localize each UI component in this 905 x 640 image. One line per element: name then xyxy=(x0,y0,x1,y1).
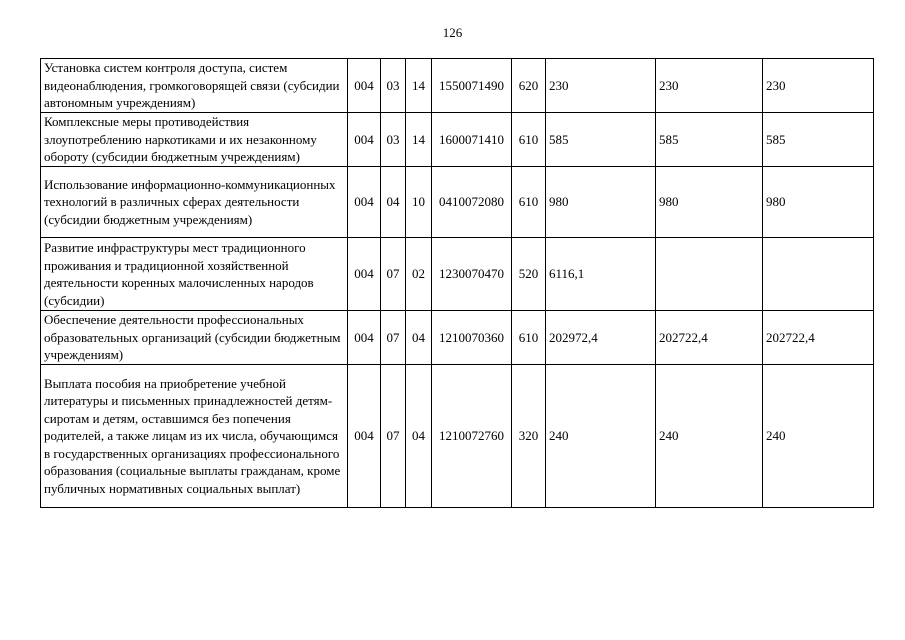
ministry-code: 004 xyxy=(348,167,381,238)
amount-1: 202972,4 xyxy=(546,311,656,365)
expense-type-code: 610 xyxy=(512,167,546,238)
section-code: 07 xyxy=(381,311,406,365)
row-description: Обеспечение деятельности профессиональных образовательных организаций (субсидии бюджетным учреждениям) xyxy=(41,311,348,365)
expense-type-code: 320 xyxy=(512,365,546,508)
amount-1: 6116,1 xyxy=(546,238,656,311)
row-description: Установка систем контроля доступа, систем видеонаблюдения, громкоговорящей связи (субсидии автономным учреждениям) xyxy=(41,59,348,113)
row-description: Использование информационно-коммуникационных технологий в различных сферах деятельности (субсидии бюджетным учреждениям) xyxy=(41,167,348,238)
ministry-code: 004 xyxy=(348,311,381,365)
subsection-code: 14 xyxy=(406,113,432,167)
row-description: Развитие инфраструктуры мест традиционного проживания и традиционной хозяйственной деятельности коренных малочисленных народов (субсидии) xyxy=(41,238,348,311)
expense-type-code: 520 xyxy=(512,238,546,311)
section-code: 03 xyxy=(381,113,406,167)
section-code: 07 xyxy=(381,365,406,508)
amount-1: 230 xyxy=(546,59,656,113)
amount-1: 240 xyxy=(546,365,656,508)
amount-2: 240 xyxy=(656,365,763,508)
amount-3: 230 xyxy=(763,59,874,113)
row-description: Выплата пособия на приобретение учебной литературы и письменных принадлежностей детям-сиротам и детям, оставшимся без попечения родителей, а также лицам из их числа, обучающимся в государственных организациях профессионального образования (социальные выплаты гражданам, кроме публичных нормативных социальных выплат) xyxy=(41,365,348,508)
amount-3: 202722,4 xyxy=(763,311,874,365)
row-description: Комплексные меры противодействия злоупотреблению наркотиками и их незаконному обороту (субсидии бюджетным учреждениям) xyxy=(41,113,348,167)
expense-type-code: 610 xyxy=(512,113,546,167)
target-article-code: 1600071410 xyxy=(432,113,512,167)
ministry-code: 004 xyxy=(348,365,381,508)
amount-2: 230 xyxy=(656,59,763,113)
ministry-code: 004 xyxy=(348,113,381,167)
amount-3: 980 xyxy=(763,167,874,238)
amount-2 xyxy=(656,238,763,311)
amount-3: 240 xyxy=(763,365,874,508)
table-row xyxy=(41,238,874,311)
target-article-code: 1550071490 xyxy=(432,59,512,113)
target-article-code: 1210070360 xyxy=(432,311,512,365)
page-number: 126 xyxy=(442,25,463,40)
table-row xyxy=(41,311,874,365)
subsection-code: 14 xyxy=(406,59,432,113)
target-article-code: 1210072760 xyxy=(432,365,512,508)
amount-3: 585 xyxy=(763,113,874,167)
table-row xyxy=(41,365,874,508)
section-code: 03 xyxy=(381,59,406,113)
subsection-code: 04 xyxy=(406,311,432,365)
amount-3 xyxy=(763,238,874,311)
target-article-code: 1230070470 xyxy=(432,238,512,311)
section-code: 04 xyxy=(381,167,406,238)
amount-2: 980 xyxy=(656,167,763,238)
budget-table xyxy=(40,58,874,508)
table-row xyxy=(41,59,874,113)
expense-type-code: 620 xyxy=(512,59,546,113)
table-row xyxy=(41,113,874,167)
expense-type-code: 610 xyxy=(512,311,546,365)
ministry-code: 004 xyxy=(348,238,381,311)
amount-1: 980 xyxy=(546,167,656,238)
section-code: 07 xyxy=(381,238,406,311)
table-row xyxy=(41,167,874,238)
subsection-code: 04 xyxy=(406,365,432,508)
amount-2: 202722,4 xyxy=(656,311,763,365)
ministry-code: 004 xyxy=(348,59,381,113)
subsection-code: 02 xyxy=(406,238,432,311)
target-article-code: 0410072080 xyxy=(432,167,512,238)
amount-2: 585 xyxy=(656,113,763,167)
subsection-code: 10 xyxy=(406,167,432,238)
amount-1: 585 xyxy=(546,113,656,167)
